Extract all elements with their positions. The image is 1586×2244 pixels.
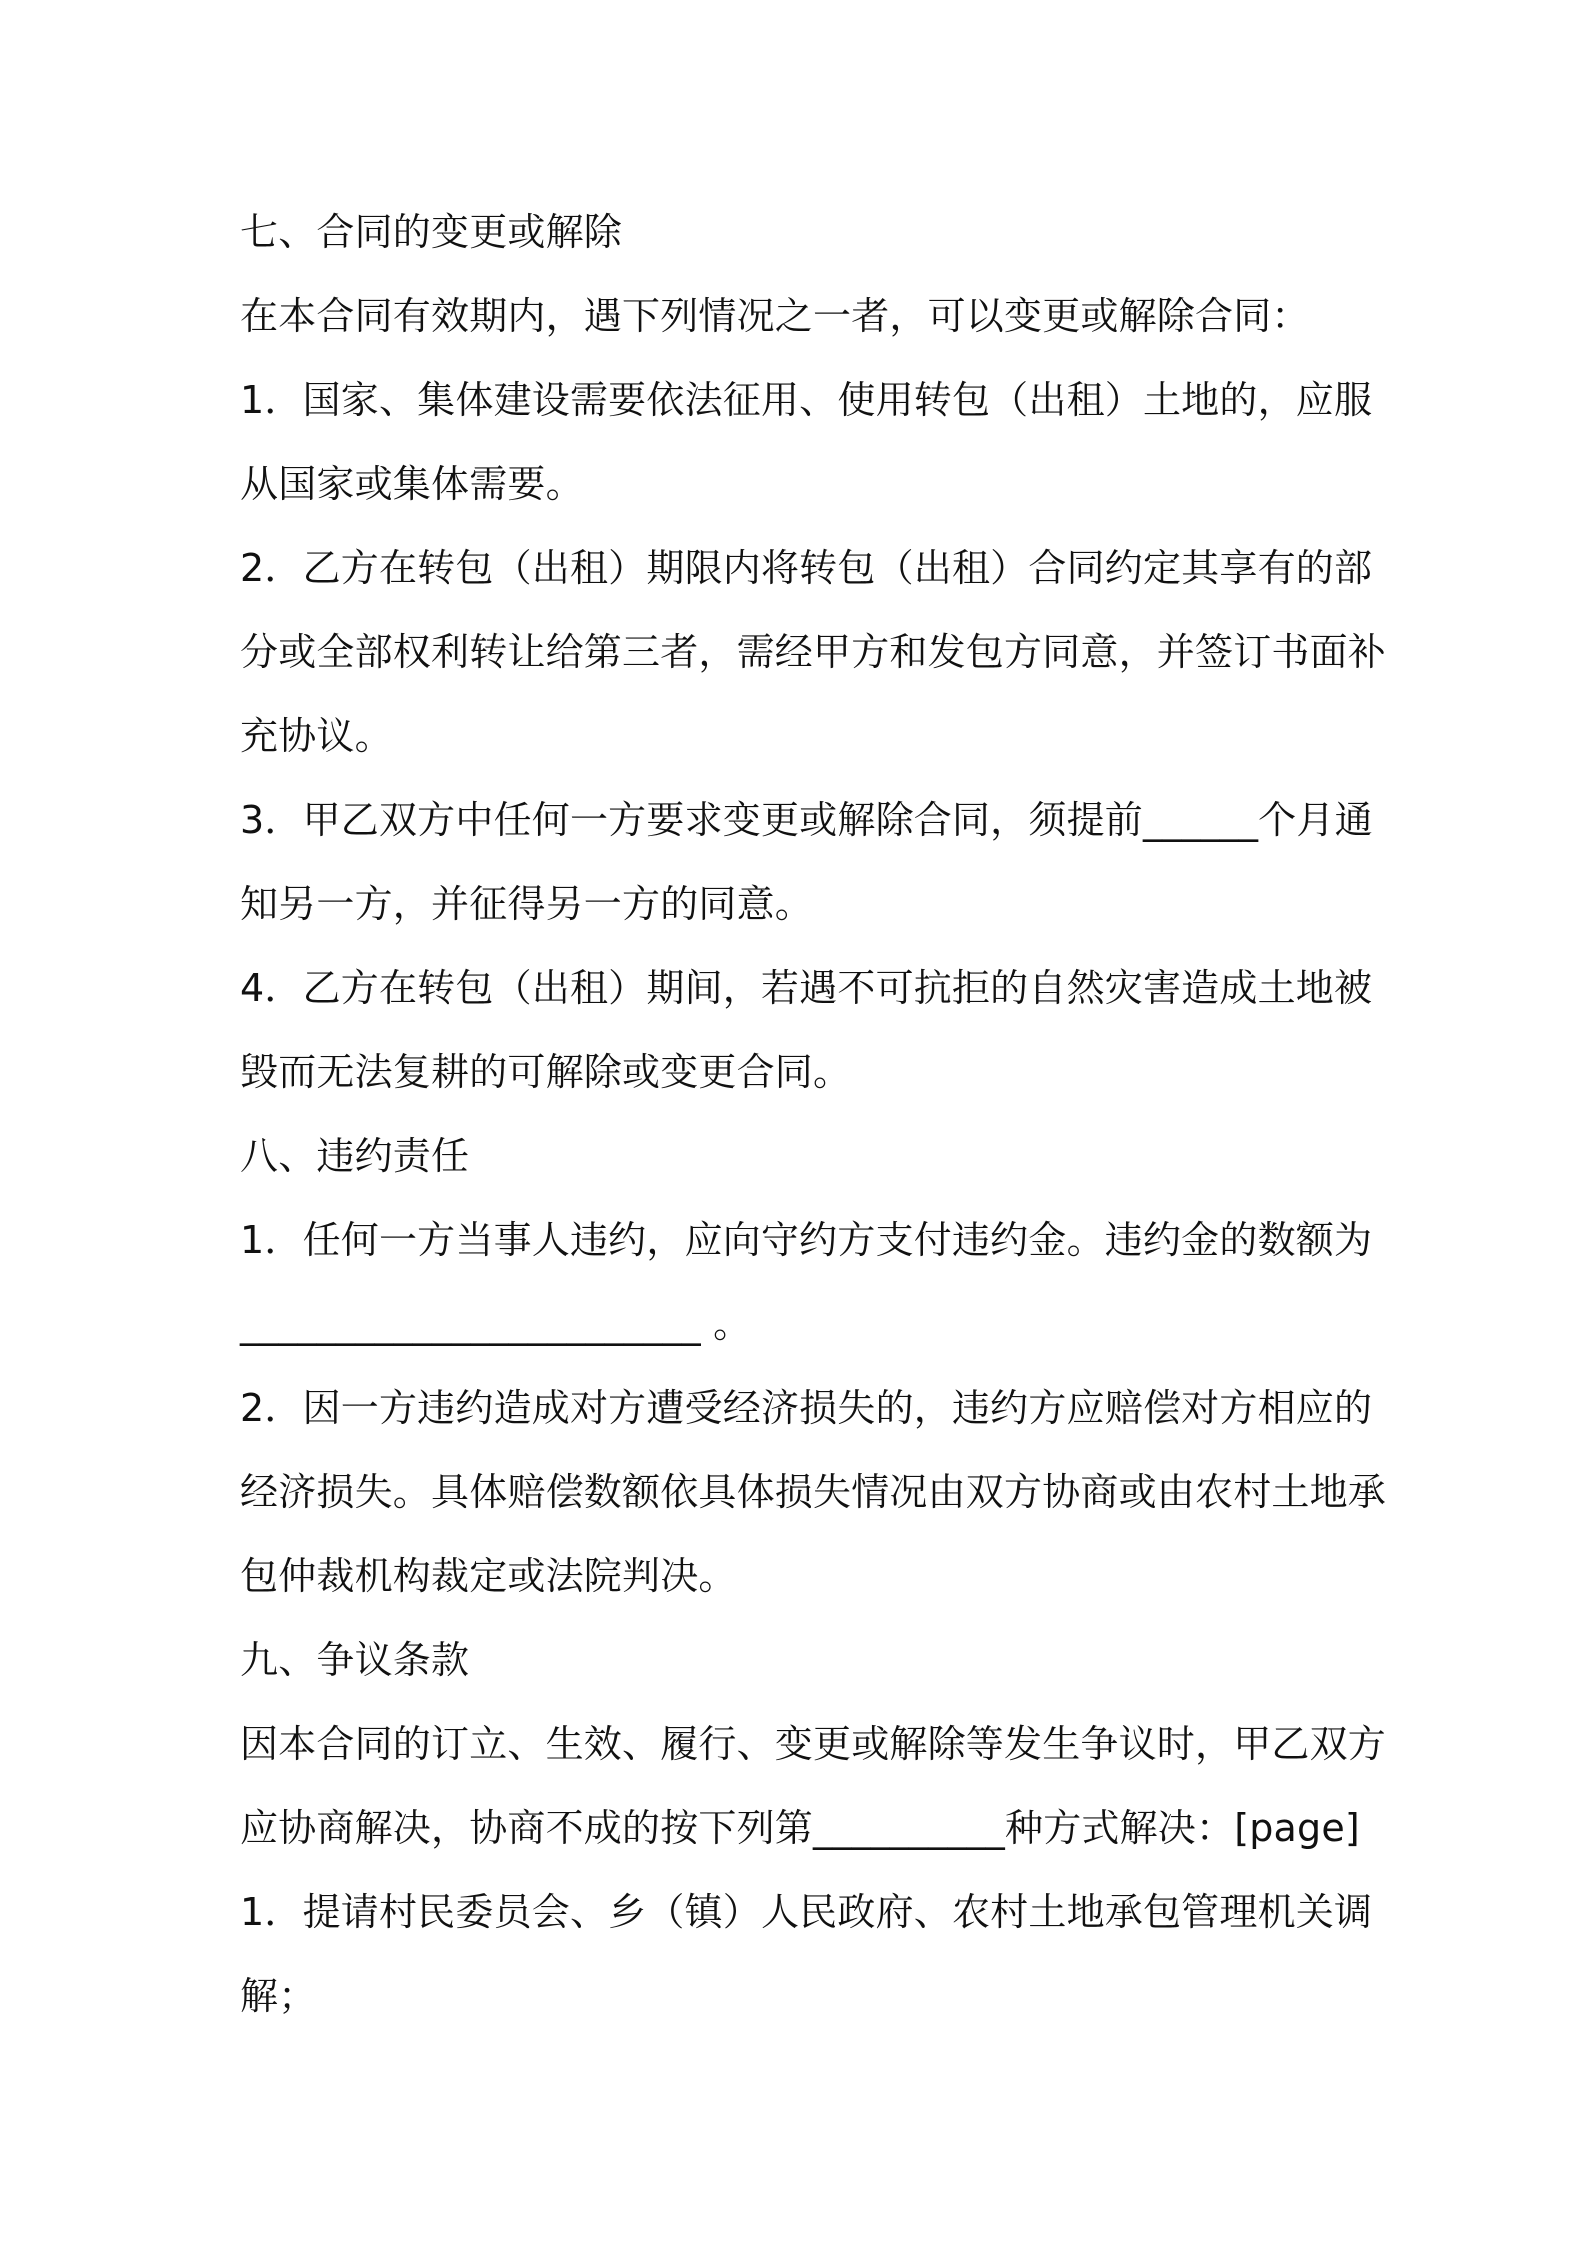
document-body xyxy=(240,190,1387,2038)
paragraph-line: 充协议。 xyxy=(240,714,393,758)
paragraph-line: 1．国家、集体建设需要依法征用、使用转包（出租）土地的，应服 xyxy=(240,378,1373,422)
paragraph-line: 毁而无法复耕的可解除或变更合同。 xyxy=(240,1050,852,1094)
paragraph-line: 应协商解决，协商不成的按下列第__________种方式解决：[page] xyxy=(240,1806,1360,1850)
paragraph-line: ________________________ 。 xyxy=(240,1302,752,1346)
section-heading-8: 八、违约责任 xyxy=(240,1134,470,1178)
paragraph-line: 经济损失。具体赔偿数额依具体损失情况由双方协商或由农村土地承 xyxy=(240,1470,1387,1514)
paragraph-line: 1．提请村民委员会、乡（镇）人民政府、农村土地承包管理机关调 xyxy=(240,1890,1373,1934)
section-heading-7: 七、合同的变更或解除 xyxy=(240,210,623,254)
paragraph-line: 知另一方，并征得另一方的同意。 xyxy=(240,882,814,926)
paragraph-line: 2．因一方违约造成对方遭受经济损失的，违约方应赔偿对方相应的 xyxy=(240,1386,1373,1430)
paragraph-line: 从国家或集体需要。 xyxy=(240,462,584,506)
paragraph-line: 因本合同的订立、生效、履行、变更或解除等发生争议时，甲乙双方 xyxy=(240,1722,1387,1766)
paragraph-line: 解； xyxy=(240,1974,317,2018)
paragraph-line: 3．甲乙双方中任何一方要求变更或解除合同，须提前______个月通 xyxy=(240,798,1373,842)
paragraph-line: 2．乙方在转包（出租）期限内将转包（出租）合同约定其享有的部 xyxy=(240,546,1373,590)
paragraph-line: 包仲裁机构裁定或法院判决。 xyxy=(240,1554,737,1598)
section-heading-9: 九、争议条款 xyxy=(240,1638,470,1682)
paragraph-line: 1．任何一方当事人违约，应向守约方支付违约金。违约金的数额为 xyxy=(240,1218,1373,1262)
paragraph-line: 分或全部权利转让给第三者，需经甲方和发包方同意，并签订书面补 xyxy=(240,630,1387,674)
paragraph-line: 在本合同有效期内，遇下列情况之一者，可以变更或解除合同： xyxy=(240,294,1310,338)
paragraph-line: 4．乙方在转包（出租）期间，若遇不可抗拒的自然灾害造成土地被 xyxy=(240,966,1373,1010)
